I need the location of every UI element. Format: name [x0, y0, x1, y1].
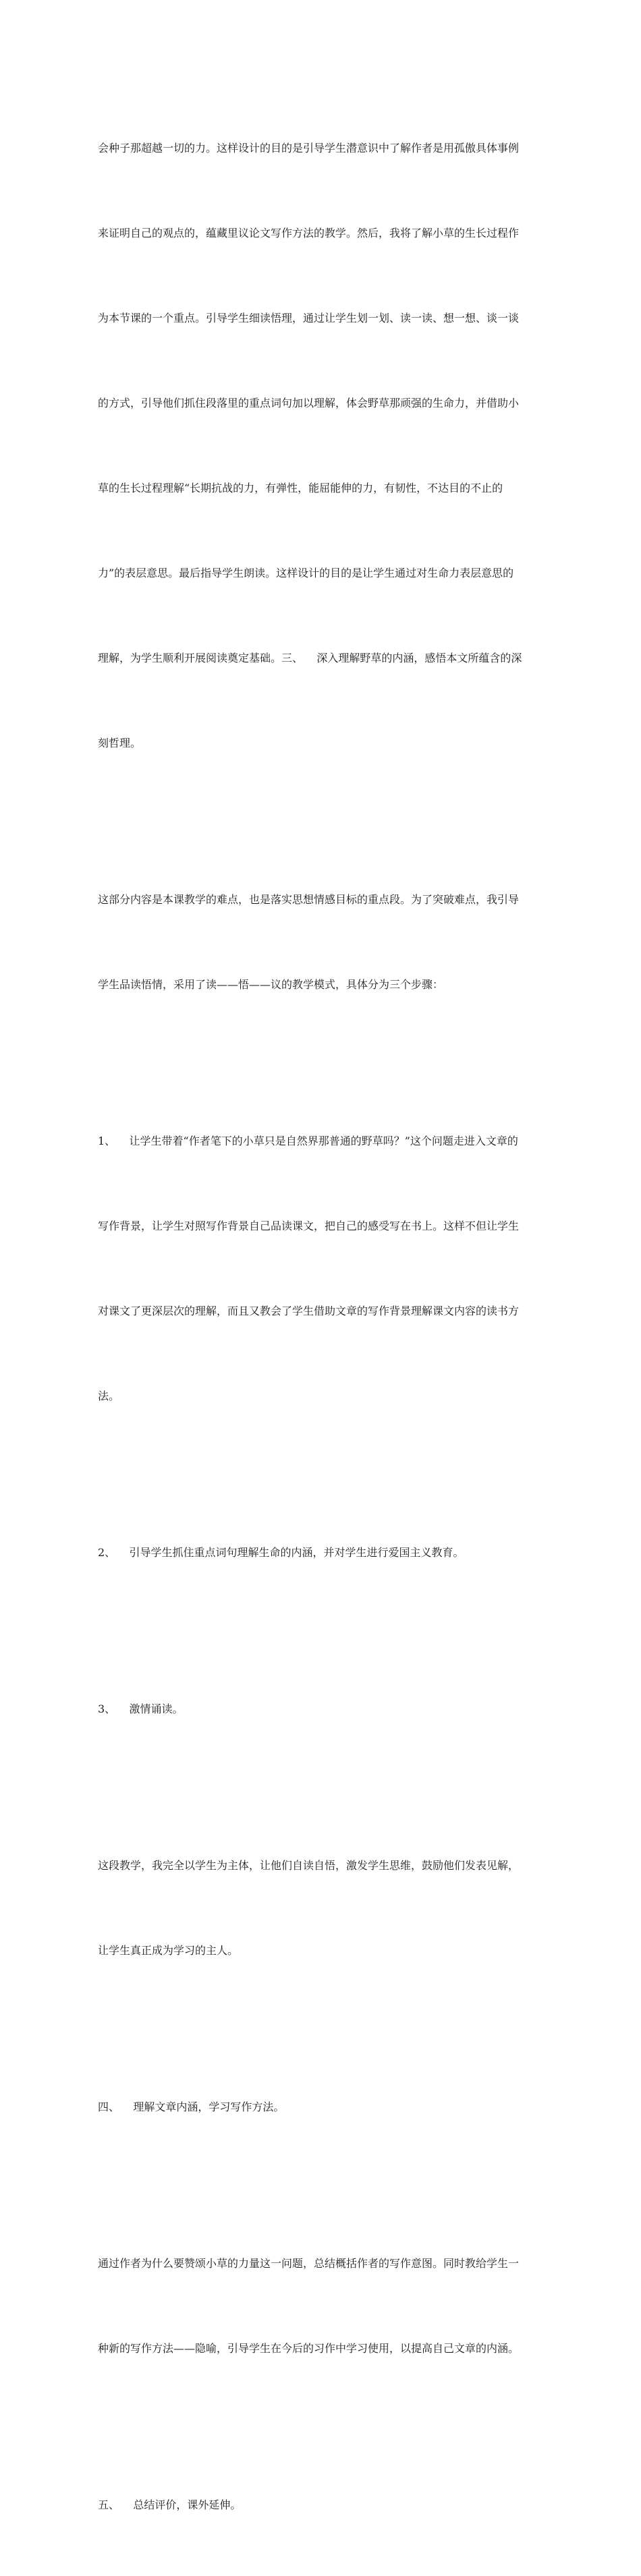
text-line: 刻哲理。: [98, 737, 142, 749]
paragraph-spacer: [98, 1056, 547, 1070]
paragraph-8: [98, 2193, 547, 2420]
paragraph-spacer: [98, 1780, 547, 1795]
paragraph-4: [98, 1482, 547, 1624]
text-line: 种新的写作方法——隐喻，引导学生在今后的习作中学习使用，以提高自己文章的内涵。: [98, 2342, 520, 2355]
text-line: 1、 让学生带着“作者笔下的小草只是自然界那普通的野草吗？”这个问题走进入文章的: [98, 1135, 518, 1147]
text-line: 通过作者为什么要赞颂小草的力量这一问题，总结概括作者的写作意图。同时教给学生一: [98, 2257, 520, 2270]
paragraph-3: [98, 1070, 547, 1467]
paragraph-spacer: [98, 1624, 547, 1638]
text-line: 四、 理解文章内涵，学习写作方法。: [98, 2100, 285, 2113]
paragraph-spacer: [98, 2420, 547, 2434]
text-line: 这部分内容是本课教学的难点，也是落实思想情感目标的重点段。为了突破难点，我引导: [98, 893, 520, 906]
paragraph-spacer: [98, 814, 547, 829]
document-body: [98, 78, 547, 2576]
text-line: 写作背景，让学生对照写作背景自己品读课文，把自己的感受写在书上。这样不但让学生: [98, 1220, 520, 1232]
text-line: 2、 引导学生抓住重点词句理解生命的内涵，并对学生进行爱国主义教育。: [98, 1546, 464, 1559]
text-line: 法。: [98, 1390, 120, 1402]
text-line: 五、 总结评价，课外延伸。: [98, 2498, 242, 2511]
text-line: 3、 激情诵读。: [98, 1702, 184, 1715]
paragraph-9: [98, 2434, 547, 2576]
paragraph-7: [98, 2036, 547, 2178]
text-line: 来证明自己的观点的，蕴藏里议论文写作方法的教学。然后，我将了解小草的生长过程作: [98, 227, 520, 239]
text-line: 对课文了更深层次的理解，而且又教会了学生借助文章的写作背景理解课文内容的读书方: [98, 1305, 520, 1317]
paragraph-spacer: [98, 2022, 547, 2036]
paragraph-spacer: [98, 1467, 547, 1482]
text-line: 让学生真正成为学习的主人。: [98, 1944, 239, 1957]
text-line: 的方式，引导他们抓住段落里的重点词句加以理解，体会野草那顽强的生命力，并借助小: [98, 397, 520, 409]
text-line: 草的生长过程理解“长期抗战的力，有弹性，能屈能伸的力，有韧性，不达目的不止的: [98, 482, 503, 494]
text-line: 理解，为学生顺利开展阅读奠定基础。三、 深入理解野草的内涵，感悟本文所蕴含的深: [98, 652, 522, 664]
text-line: 力”的表层意思。最后指导学生朗读。这样设计的目的是让学生通过对生命力表层意思的: [98, 567, 514, 579]
paragraph-5: [98, 1638, 547, 1780]
paragraph-1: [98, 78, 547, 814]
paragraph-6: [98, 1795, 547, 2022]
text-line: 会种子那超越一切的力。这样设计的目的是引导学生潜意识中了解作者是用孤傲具体事例: [98, 142, 520, 154]
text-line: 学生品读悟情，采用了读——悟——议的教学模式，具体分为三个步骤：: [98, 978, 444, 991]
text-line: 为本节课的一个重点。引导学生细读悟理，通过让学生划一划、读一读、想一想、谈一谈: [98, 312, 520, 324]
paragraph-spacer: [98, 2178, 547, 2193]
paragraph-2: [98, 829, 547, 1056]
text-line: 这段教学，我完全以学生为主体，让他们自读自悟，激发学生思维，鼓励他们发表见解，: [98, 1859, 520, 1872]
